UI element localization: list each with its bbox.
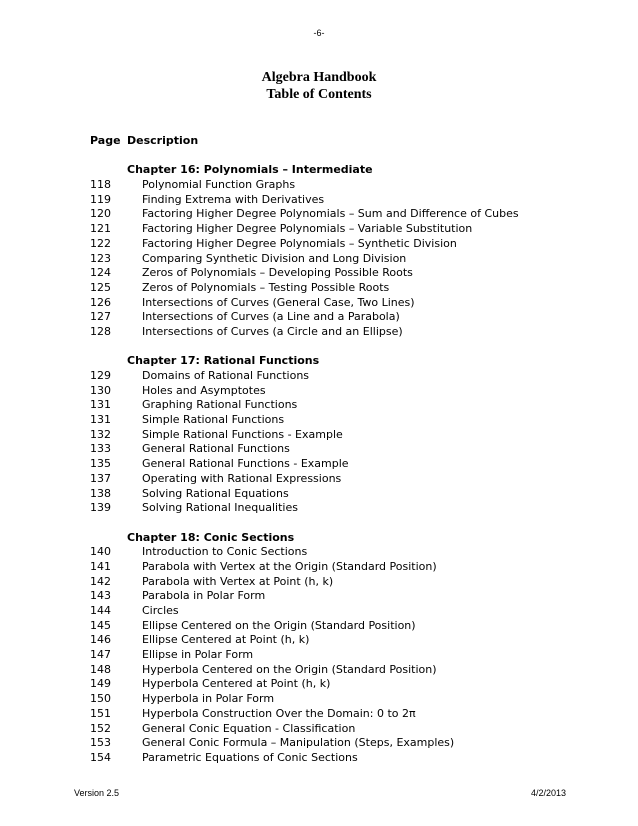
toc-entry-page: 121 — [90, 222, 111, 236]
toc-entry-page: 126 — [90, 295, 111, 309]
toc-entry-page: 133 — [90, 442, 111, 456]
toc-entry-description: Factoring Higher Degree Polynomials – Variable Substitution — [142, 222, 473, 236]
toc-entry-description: Introduction to Conic Sections — [142, 545, 308, 559]
section-spacer — [90, 149, 590, 164]
toc-entry-page: 154 — [90, 750, 111, 764]
toc-entry-page: 153 — [90, 736, 111, 750]
document-title: Algebra Handbook — [261, 70, 377, 85]
toc-entry-description: General Conic Equation - Classification — [142, 721, 356, 735]
toc-entry-page: 139 — [90, 501, 111, 515]
toc-entry-page: 146 — [90, 633, 111, 647]
toc-entry-page: 119 — [90, 192, 111, 206]
chapter-heading-row — [90, 354, 590, 369]
toc-entry-row — [90, 325, 590, 340]
section-spacer — [90, 340, 590, 355]
toc-entry-description: Ellipse Centered at Point (h, k) — [142, 633, 310, 647]
toc-entry-row — [90, 207, 590, 222]
toc-entry-row — [90, 589, 590, 604]
toc-entry-page: 151 — [90, 706, 111, 720]
toc-entry-description: Solving Rational Equations — [142, 486, 289, 500]
toc-entry-row — [90, 751, 590, 766]
toc-entry-page: 150 — [90, 692, 111, 706]
toc-entry-description: Domains of Rational Functions — [142, 369, 310, 382]
toc-entry-row — [90, 413, 590, 428]
toc-entry-row — [90, 310, 590, 325]
toc-entry-description: Ellipse in Polar Form — [142, 648, 254, 662]
page-number: -6- — [313, 28, 325, 38]
toc-entry-page: 145 — [90, 618, 111, 632]
toc-entry-page: 123 — [90, 251, 111, 265]
title-block — [0, 69, 638, 103]
toc-entry-description: Intersections of Curves (General Case, Two Lines) — [142, 295, 415, 309]
chapter-title: Chapter 16: Polynomials – Intermediate — [127, 163, 373, 177]
toc-entry-row — [90, 281, 590, 296]
toc-entry-row — [90, 457, 590, 472]
toc-entry-row — [90, 442, 590, 457]
toc-entry-description: Hyperbola Construction Over the Domain: 0 to 2π — [142, 706, 416, 720]
toc-entry-row — [90, 296, 590, 311]
toc-entry-row — [90, 648, 590, 663]
toc-entry-page: 142 — [90, 574, 111, 588]
toc-entry-description: Operating with Rational Expressions — [142, 471, 342, 485]
table-of-contents — [90, 134, 590, 766]
toc-entry-row — [90, 619, 590, 634]
toc-entry-description: General Rational Functions - Example — [142, 457, 349, 471]
toc-entry-page: 135 — [90, 457, 111, 471]
toc-entry-description: Intersections of Curves (a Line and a Parabola) — [142, 310, 400, 324]
toc-entry-page: 125 — [90, 280, 111, 294]
toc-entry-row — [90, 266, 590, 281]
toc-entry-page: 132 — [90, 427, 111, 441]
toc-entry-row — [90, 178, 590, 193]
toc-entry-description: Comparing Synthetic Division and Long Division — [142, 251, 407, 265]
toc-entry-page: 143 — [90, 589, 111, 603]
toc-entry-page: 141 — [90, 559, 111, 573]
toc-entry-description: Parabola with Vertex at the Origin (Standard Position) — [142, 559, 437, 573]
toc-entry-row — [90, 398, 590, 413]
version-label: Version 2.5 — [74, 788, 120, 798]
toc-entry-description: Simple Rational Functions — [142, 413, 285, 427]
toc-entry-page: 124 — [90, 266, 111, 280]
toc-entry-row — [90, 193, 590, 208]
toc-entry-description: Hyperbola Centered on the Origin (Standard Position) — [142, 662, 437, 676]
toc-entry-page: 137 — [90, 471, 111, 485]
toc-entry-description: Hyperbola Centered at Point (h, k) — [142, 677, 331, 691]
toc-entry-description: Finding Extrema with Derivatives — [142, 192, 325, 206]
toc-entry-description: Hyperbola in Polar Form — [142, 692, 275, 706]
toc-entry-description: General Rational Functions — [142, 442, 290, 456]
chapter-heading-row — [90, 163, 590, 178]
toc-entry-description: Ellipse Centered on the Origin (Standard Position) — [142, 618, 416, 632]
toc-entry-row — [90, 677, 590, 692]
toc-entry-row — [90, 472, 590, 487]
toc-entry-description: Intersections of Curves (a Circle and an Ellipse) — [142, 324, 403, 338]
chapter-title: Chapter 18: Conic Sections — [127, 530, 295, 544]
toc-entry-row — [90, 736, 590, 751]
toc-entry-page: 128 — [90, 324, 111, 338]
toc-entry-description: Graphing Rational Functions — [142, 398, 298, 412]
toc-entry-page: 120 — [90, 207, 111, 221]
toc-entry-description: Circles — [142, 604, 179, 617]
toc-entry-page: 149 — [90, 677, 111, 691]
toc-entry-row — [90, 722, 590, 737]
toc-header-row — [90, 134, 590, 149]
toc-entry-row — [90, 604, 590, 619]
toc-entry-description: Solving Rational Inequalities — [142, 501, 298, 515]
toc-entry-row — [90, 369, 590, 384]
toc-entry-description: Factoring Higher Degree Polynomials – Sum and Difference of Cubes — [142, 207, 519, 221]
toc-entry-row — [90, 487, 590, 502]
page-column-header: Page — [90, 134, 121, 147]
toc-entry-row — [90, 428, 590, 443]
toc-entry-page: 138 — [90, 486, 111, 500]
toc-entry-row — [90, 575, 590, 590]
document-subtitle: Table of Contents — [266, 87, 372, 102]
toc-entry-description: Parametric Equations of Conic Sections — [142, 750, 358, 764]
toc-entry-row — [90, 560, 590, 575]
toc-entry-row — [90, 252, 590, 267]
toc-entry-description: Zeros of Polynomials – Developing Possible Roots — [142, 266, 413, 280]
toc-entry-row — [90, 222, 590, 237]
toc-entry-description: Holes and Asymptotes — [142, 383, 266, 397]
toc-entry-description: Polynomial Function Graphs — [142, 178, 296, 192]
toc-entry-page: 122 — [90, 236, 111, 250]
toc-entry-description: Parabola in Polar Form — [142, 589, 266, 603]
description-column-header: Description — [127, 134, 199, 147]
section-spacer — [90, 516, 590, 531]
toc-entry-row — [90, 384, 590, 399]
toc-entry-description: Factoring Higher Degree Polynomials – Synthetic Division — [142, 236, 457, 250]
toc-entry-row — [90, 237, 590, 252]
toc-entry-page: 127 — [90, 310, 111, 324]
toc-entry-row — [90, 663, 590, 678]
chapter-heading-row — [90, 531, 590, 546]
toc-entry-description: Simple Rational Functions - Example — [142, 427, 343, 441]
toc-entry-page: 140 — [90, 545, 111, 559]
toc-entry-row — [90, 692, 590, 707]
toc-entry-page: 131 — [90, 413, 111, 427]
toc-entry-row — [90, 633, 590, 648]
toc-entry-description: Zeros of Polynomials – Testing Possible Roots — [142, 280, 390, 294]
chapter-title: Chapter 17: Rational Functions — [127, 354, 320, 368]
toc-entry-page: 130 — [90, 383, 111, 397]
toc-entry-row — [90, 545, 590, 560]
toc-entry-page: 147 — [90, 648, 111, 662]
toc-entry-page: 148 — [90, 662, 111, 676]
toc-entry-page: 131 — [90, 398, 111, 412]
toc-entry-row — [90, 707, 590, 722]
toc-entry-page: 129 — [90, 369, 111, 382]
toc-entry-page: 152 — [90, 721, 111, 735]
date-label: 4/2/2013 — [530, 788, 566, 798]
toc-entry-page: 118 — [90, 178, 111, 192]
toc-entry-page: 144 — [90, 604, 111, 617]
toc-entry-row — [90, 501, 590, 516]
toc-entry-description: General Conic Formula – Manipulation (Steps, Examples) — [142, 736, 455, 750]
toc-entry-description: Parabola with Vertex at Point (h, k) — [142, 574, 334, 588]
